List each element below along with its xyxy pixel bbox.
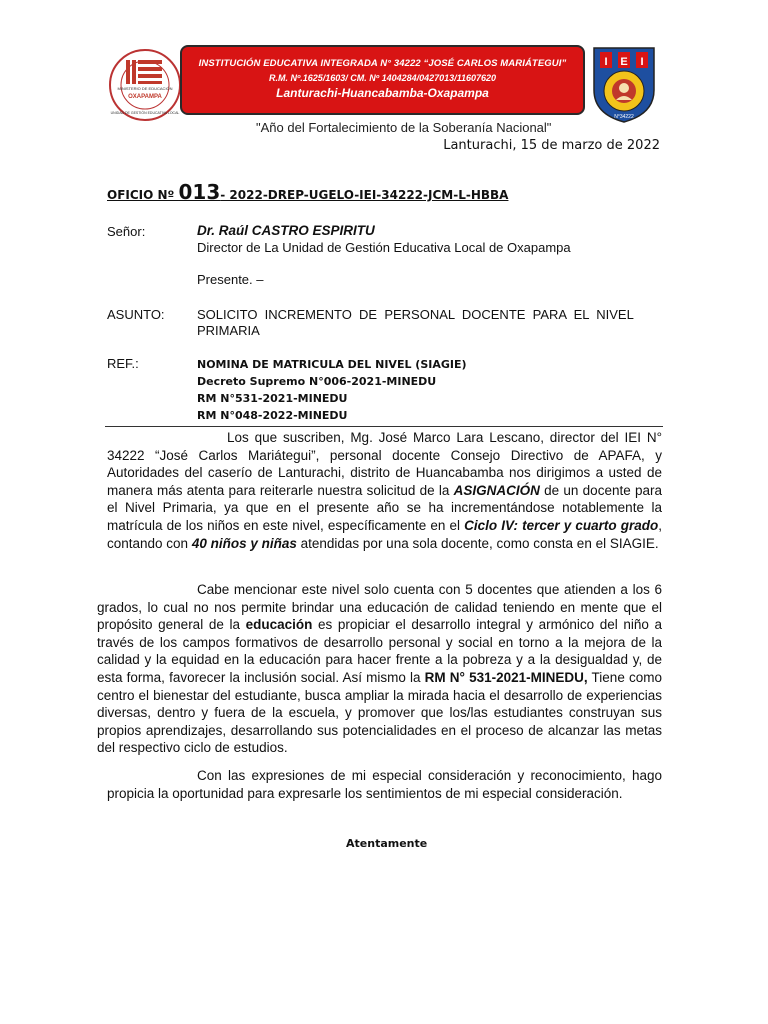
institution-banner: [180, 45, 585, 115]
subject-label: ASUNTO:: [107, 307, 165, 322]
svg-text:E: E: [620, 56, 628, 68]
reference-item: NOMINA DE MATRICULA DEL NIVEL (SIAGIE): [197, 358, 467, 371]
svg-text:N°34222: N°34222: [614, 114, 634, 120]
closing-salutation: Atentamente: [346, 837, 428, 850]
oficio-number: OFICIO Nº 013- 2022-DREP-UGELO-IEI-34222-JCM-L-HBBA: [107, 180, 509, 204]
svg-text:OXAPAMPA: OXAPAMPA: [128, 94, 162, 100]
body-paragraph-3: Con las expresiones de mi especial consideración y reconocimiento, hago propicia la oportunidad para expresarle los sentimientos de mi especial consideración.: [107, 768, 662, 801]
institution-resolutions: R.M. Nº.1625/1603/ CM. Nº 1404284/0427013/11607620: [268, 73, 497, 83]
svg-text:MINISTERIO DE EDUCACIÓN: MINISTERIO DE EDUCACIÓN: [117, 86, 173, 91]
body-paragraph-1: Los que suscriben, Mg. José Marco Lara Lescano, director del IEI N° 34222 “José Carlos Mariátegui”, personal docente Consejo Directivo de APAFA, y Autoridades del caserío de Lanturachi, distrito de Huancabamba nos dirigimos a usted de manera más atenta para reiterarle nuestra solicitud de la ASIGNACIÓN de un docente para el Nivel Primaria, ya que en el presente año se ha incrementándose notablemente la matrícula de los niños en este nivel, específicamente en el Ciclo IV: tercer y cuarto grado, contando con 40 niños y niñas atendidas por una sola docente, como consta en el SIAGIE.: [107, 430, 662, 551]
divider: [105, 426, 663, 427]
recipient-position: Director de La Unidad de Gestión Educativa Local de Oxapampa: [197, 240, 571, 255]
references-label: REF.:: [107, 356, 139, 371]
reference-item: Decreto Supremo N°006-2021-MINEDU: [197, 375, 437, 388]
iei-school-crest: [588, 44, 660, 124]
ugel-oxapampa-logo: [108, 48, 182, 122]
greeting: Presente. –: [197, 272, 264, 287]
svg-text:UNIDAD DE GESTIÓN EDUCATIVA LO: UNIDAD DE GESTIÓN EDUCATIVA LOCAL: [110, 111, 180, 115]
recipient-name: Dr. Raúl CASTRO ESPIRITU: [197, 223, 375, 238]
subject-line-2: PRIMARIA: [197, 323, 260, 338]
svg-text:I: I: [604, 56, 608, 68]
institution-name: INSTITUCIÓN EDUCATIVA INTEGRADA N° 34222 “JOSÉ CARLOS MARIÁTEGUI”: [198, 58, 567, 69]
letter-date: Lanturachi, 15 de marzo de 2022: [443, 138, 660, 153]
svg-text:I: I: [640, 56, 644, 68]
institution-location: Lanturachi-Huancabamba-Oxapampa: [276, 86, 489, 100]
reference-item: RM N°531-2021-MINEDU: [197, 392, 348, 405]
year-motto: "Año del Fortalecimiento de la Soberanía Nacional": [256, 120, 552, 135]
reference-item: RM N°048-2022-MINEDU: [197, 409, 348, 422]
subject-line-1: SOLICITO INCREMENTO DE PERSONAL DOCENTE PARA EL NIVEL: [197, 307, 634, 322]
body-paragraph-2: Cabe mencionar este nivel solo cuenta con 5 docentes que atienden a los 6 grados, lo cual no nos permite brindar una educación de calidad teniendo en mente que el propósito general de la educación es propiciar el desarrollo integral y armónico del niño a través de los campos formativos de desarrollo personal y social en torno a la mejora de la calidad y la equidad en la educación para hacer frente a la pobreza y a la desigualdad y, de esta forma, favorecer la inclusión social. Así mismo la RM N° 531-2021-MINEDU, Tiene como centro el bienestar del estudiante, busca ampliar la mirada hacia el desarrollo de experiencias diversas, dentro y fuera de la escuela, y promover que los/las estudiantes construyan sus propios aprendizajes, desarrollando sus potencialidades en el proceso de alcanzar las metas del respectivo ciclo de estudios.: [97, 582, 663, 756]
recipient-label: Señor:: [107, 224, 146, 239]
